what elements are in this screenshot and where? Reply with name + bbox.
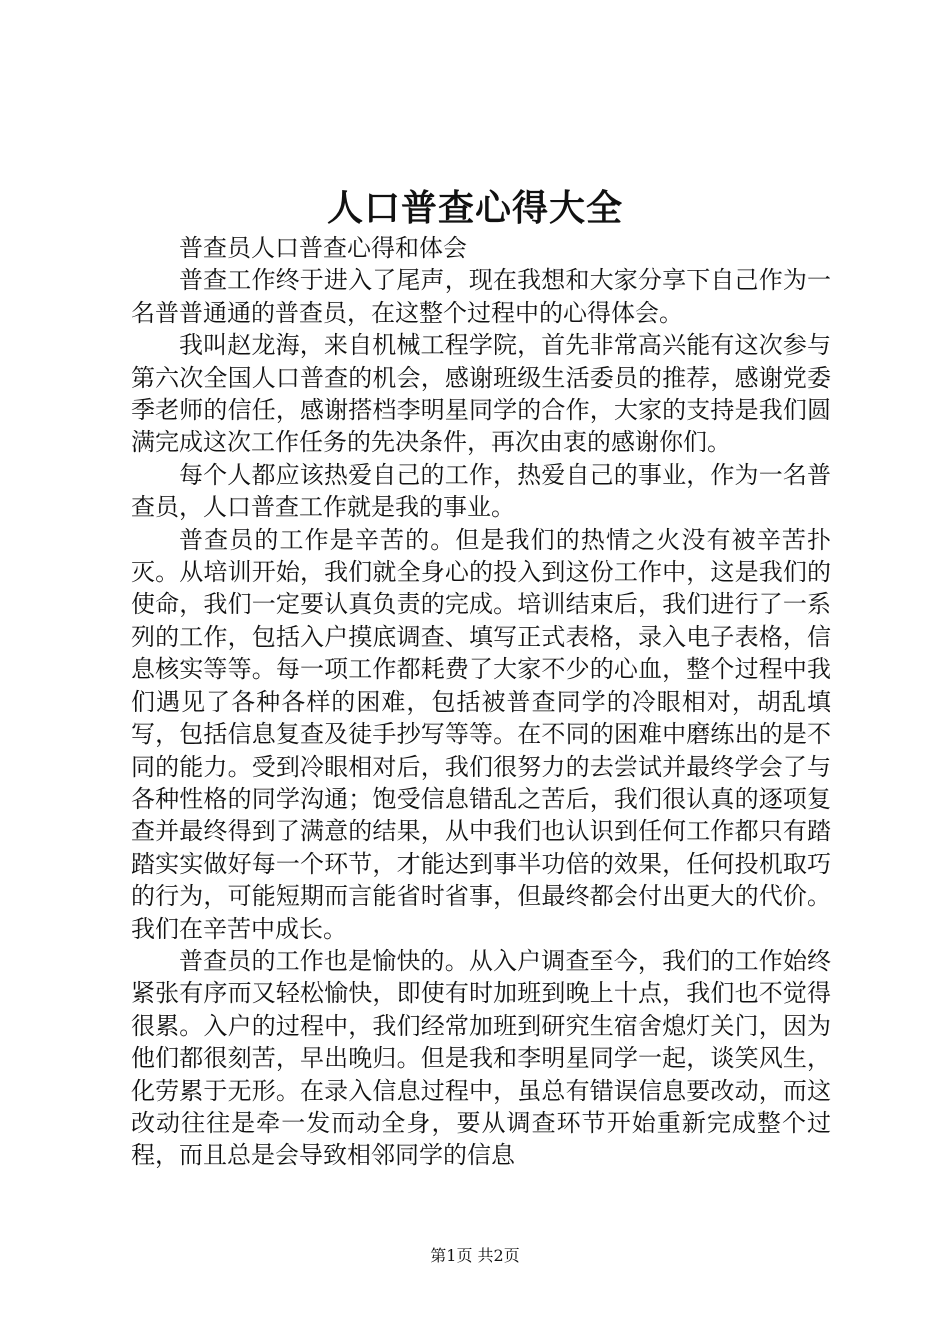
body-paragraph: 每个人都应该热爱自己的工作，热爱自己的事业，作为一名普查员，人口普查工作就是我的事业。 [131, 460, 831, 522]
document-body [131, 232, 831, 1172]
page-footer: 第1页 共2页 [430, 1246, 520, 1265]
body-paragraph: 普查员的工作也是愉快的。从入户调查至今，我们的工作始终紧张有序而又轻松愉快，即使有时加班到晚上十点，我们也不觉得很累。入户的过程中，我们经常加班到研究生宿舍熄灯关门，因为他们都很刻苦，早出晚归。但是我和李明星同学一起，谈笑风生，化劳累于无形。在录入信息过程中，虽总有错误信息要改动，而这改动往往是牵一发而动全身，要从调查环节开始重新完成整个过程，而且总是会导致相邻同学的信息 [131, 946, 831, 1170]
body-paragraph: 普查员的工作是辛苦的。但是我们的热情之火没有被辛苦扑灭。从培训开始，我们就全身心的投入到这份工作中，这是我们的使命，我们一定要认真负责的完成。培训结束后，我们进行了一系列的工作，包括入户摸底调查、填写正式表格，录入电子表格，信息核实等等。每一项工作都耗费了大家不少的心血，整个过程中我们遇见了各种各样的困难，包括被普查同学的冷眼相对，胡乱填写，包括信息复查及徒手抄写等等。在不同的困难中磨练出的是不同的能力。受到冷眼相对后，我们很努力的去尝试并最终学会了与各种性格的同学沟通；饱受信息错乱之苦后，我们很认真的逐项复查并最终得到了满意的结果，从中我们也认识到任何工作都只有踏踏实实做好每一个环节，才能达到事半功倍的效果，任何投机取巧的行为，可能短期而言能省时省事，但最终都会付出更大的代价。我们在辛苦中成长。 [131, 525, 831, 943]
body-paragraph: 普查工作终于进入了尾声，现在我想和大家分享下自己作为一名普普通通的普查员，在这整个过程中的心得体会。 [131, 266, 831, 327]
document-title: 人口普查心得大全 [326, 187, 623, 229]
subtitle-paragraph: 普查员人口普查心得和体会 [179, 234, 467, 262]
body-paragraph: 我叫赵龙海，来自机械工程学院，首先非常高兴能有这次参与第六次全国人口普查的机会，感谢班级生活委员的推荐，感谢党委季老师的信任，感谢搭档李明星同学的合作，大家的支持是我们圆满完成这次工作任务的先决条件，再次由衷的感谢你们。 [131, 331, 831, 457]
